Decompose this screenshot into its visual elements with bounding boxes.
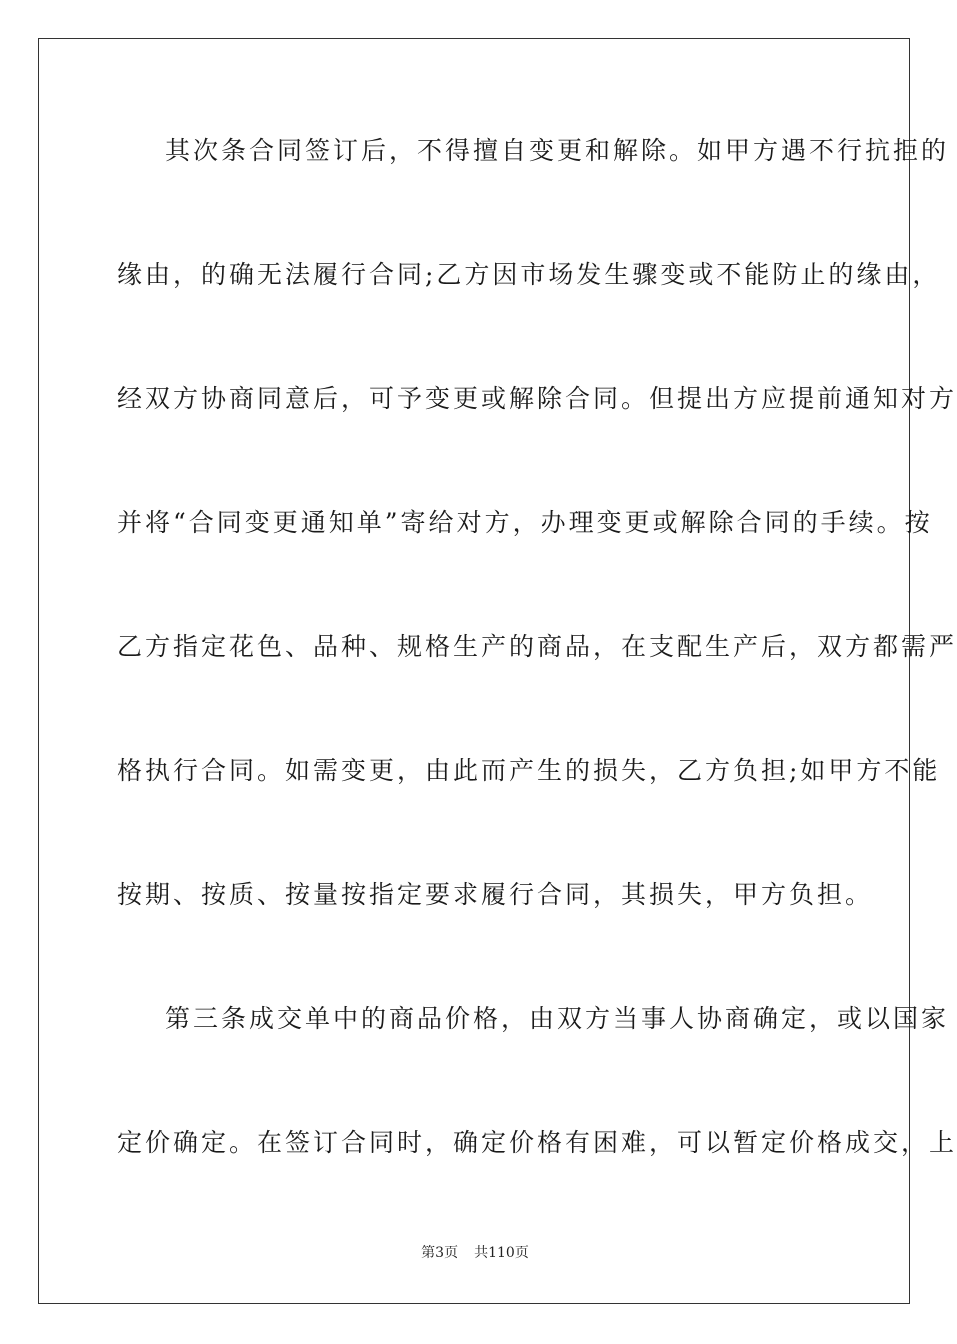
page-footer (0, 1244, 950, 1262)
paragraph-line: 乙方指定花色、品种、规格生产的商品，在支配生产后，双方都需严 (117, 632, 957, 661)
page-total: 共110页 (474, 1245, 529, 1261)
page-border (38, 38, 957, 1304)
paragraph-line: 缘由，的确无法履行合同;乙方因市场发生骤变或不能防止的缘由， (117, 260, 941, 289)
paragraph-line: 并将“合同变更通知单”寄给对方，办理变更或解除合同的手续。按 (117, 508, 933, 537)
paragraph-line: 按期、按质、按量按指定要求履行合同，其损失，甲方负担。 (117, 880, 874, 909)
paragraph-line: 第三条成交单中的商品价格，由双方当事人协商确定，或以国家 (165, 1004, 950, 1033)
paragraph-line: 其次条合同签订后，不得擅自变更和解除。如甲方遇不行抗拒的 (165, 136, 950, 165)
paragraph-line: 经双方协商同意后，可予变更或解除合同。但提出方应提前通知对方 (117, 384, 957, 413)
page-number: 第3页 (421, 1245, 459, 1261)
paragraph-line: 定价确定。在签订合同时，确定价格有困难，可以暂定价格成交，上 (117, 1128, 957, 1157)
paragraph-line: 格执行合同。如需变更，由此而产生的损失，乙方负担;如甲方不能 (117, 756, 941, 785)
